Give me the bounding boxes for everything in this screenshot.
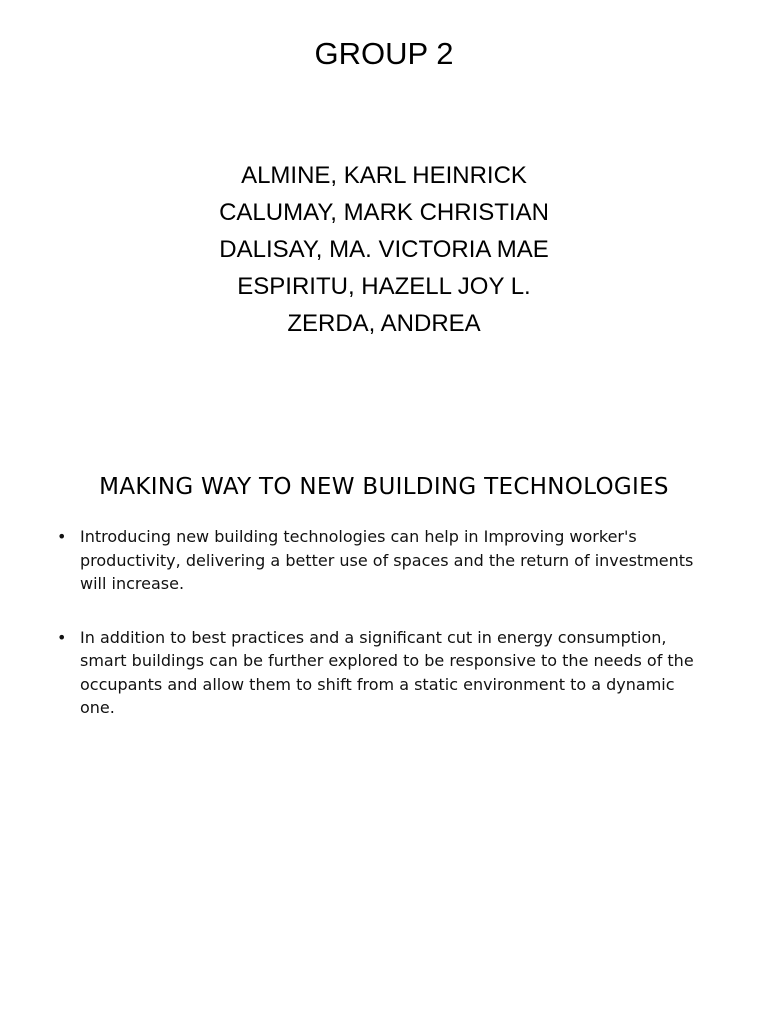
bullet-text: In addition to best practices and a significant cut in energy consumption, smart buildings can be further explored to be responsive to the needs of the occupants and allow them to shift from a static environment to a dynamic one.: [80, 627, 694, 717]
bullet-list: [57, 525, 697, 750]
member-name: CALUMAY, MARK CHRISTIAN: [219, 199, 549, 226]
member-name: ALMINE, KARL HEINRICK: [241, 162, 527, 189]
bullet-icon: •: [57, 527, 67, 546]
member-name: ZERDA, ANDREA: [287, 310, 481, 337]
bullet-icon: •: [57, 627, 67, 647]
bullet-item: [57, 525, 697, 596]
group-title: GROUP 2: [314, 36, 454, 71]
member-list: [0, 157, 768, 342]
bullet-text: Introducing new building technologies can help in Improving worker's productivity, delivering a better use of spaces and the return of investments will increase.: [80, 527, 694, 593]
section-title: MAKING WAY TO NEW BUILDING TECHNOLOGIES: [99, 474, 669, 500]
member-name: ESPIRITU, HAZELL JOY L.: [237, 273, 531, 300]
member-name: DALISAY, MA. VICTORIA MAE: [219, 236, 549, 263]
bullet-item: [57, 626, 697, 720]
